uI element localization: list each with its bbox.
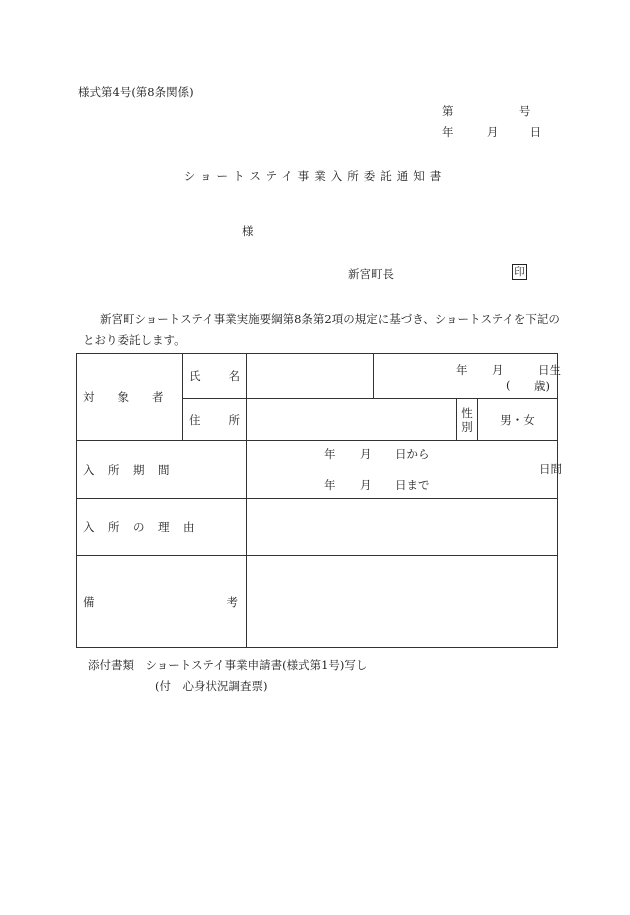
birthdate-cell[interactable] [374, 354, 561, 399]
from-day: 日から [395, 447, 430, 461]
sex-label-char1: 性 [461, 405, 473, 420]
address-value-cell[interactable] [247, 399, 457, 441]
issue-date-line [442, 124, 541, 140]
sex-label-cell [457, 399, 478, 441]
period-label-cell [77, 441, 247, 499]
period-value-cell[interactable] [247, 441, 562, 499]
remarks-label-char1: 備 [83, 594, 95, 609]
remarks-value-cell[interactable] [247, 556, 558, 648]
document-title: ショートステイ事業入所委託通知書 [183, 169, 447, 183]
subject-label: 対 象 者 [83, 390, 164, 404]
remarks-label-cell [77, 556, 247, 648]
sex-value-cell[interactable] [478, 399, 558, 441]
date-day: 日 [529, 125, 542, 139]
number-suffix: 号 [518, 104, 531, 118]
date-month: 月 [486, 125, 499, 139]
form-number: 様式第4号(第8条関係) [78, 85, 194, 99]
attachment-line-1: 添付書類 ショートステイ事業申請書(様式第1号)写し [88, 658, 368, 672]
reason-value-cell[interactable] [247, 499, 558, 556]
entrustment-table [76, 353, 562, 648]
to-month: 月 [360, 478, 372, 492]
period-label: 入 所 期 間 [83, 462, 171, 477]
name-label-char2: 名 [228, 369, 240, 383]
name-label [183, 368, 246, 384]
seal-mark: 印 [512, 264, 527, 280]
sex-options: 男・女 [500, 412, 535, 427]
addressee-suffix: 様 [242, 224, 254, 238]
subject-label-cell [77, 354, 183, 441]
birth-month: 月 [492, 363, 504, 377]
days-unit: 日間 [539, 462, 562, 476]
reason-label-cell [77, 499, 247, 556]
sender-name: 新宮町長 [348, 267, 394, 281]
address-label-char2: 所 [228, 412, 240, 427]
remarks-label-char2: 考 [226, 594, 238, 609]
to-day: 日まで [395, 478, 430, 492]
to-year: 年 [324, 478, 336, 492]
from-year: 年 [324, 447, 336, 461]
sex-label-char2: 別 [461, 419, 473, 434]
reason-label: 入 所 の 理 由 [83, 520, 196, 534]
remarks-label [77, 594, 246, 610]
birth-year: 年 [456, 363, 468, 377]
document-number-line [442, 103, 530, 119]
sex-label [457, 406, 477, 434]
address-label [183, 412, 246, 428]
body-paragraph: 新宮町ショートステイ事業実施要綱第8条第2項の規定に基づき、ショートステイを下記のとおり委託します。 [83, 312, 560, 347]
date-year: 年 [442, 125, 454, 139]
age-unit: 歳) [534, 379, 550, 393]
name-value-cell[interactable] [247, 354, 374, 399]
from-month: 月 [360, 447, 372, 461]
name-label-char1: 氏 [189, 369, 201, 383]
age-open: ( [506, 378, 511, 392]
attachment-line-2: (付 心身状況調査票) [155, 679, 268, 693]
birth-day: 日生 [538, 363, 561, 377]
address-label-cell [183, 399, 247, 441]
name-label-cell [183, 354, 247, 399]
number-prefix: 第 [442, 104, 454, 118]
address-label-char1: 住 [189, 412, 201, 427]
